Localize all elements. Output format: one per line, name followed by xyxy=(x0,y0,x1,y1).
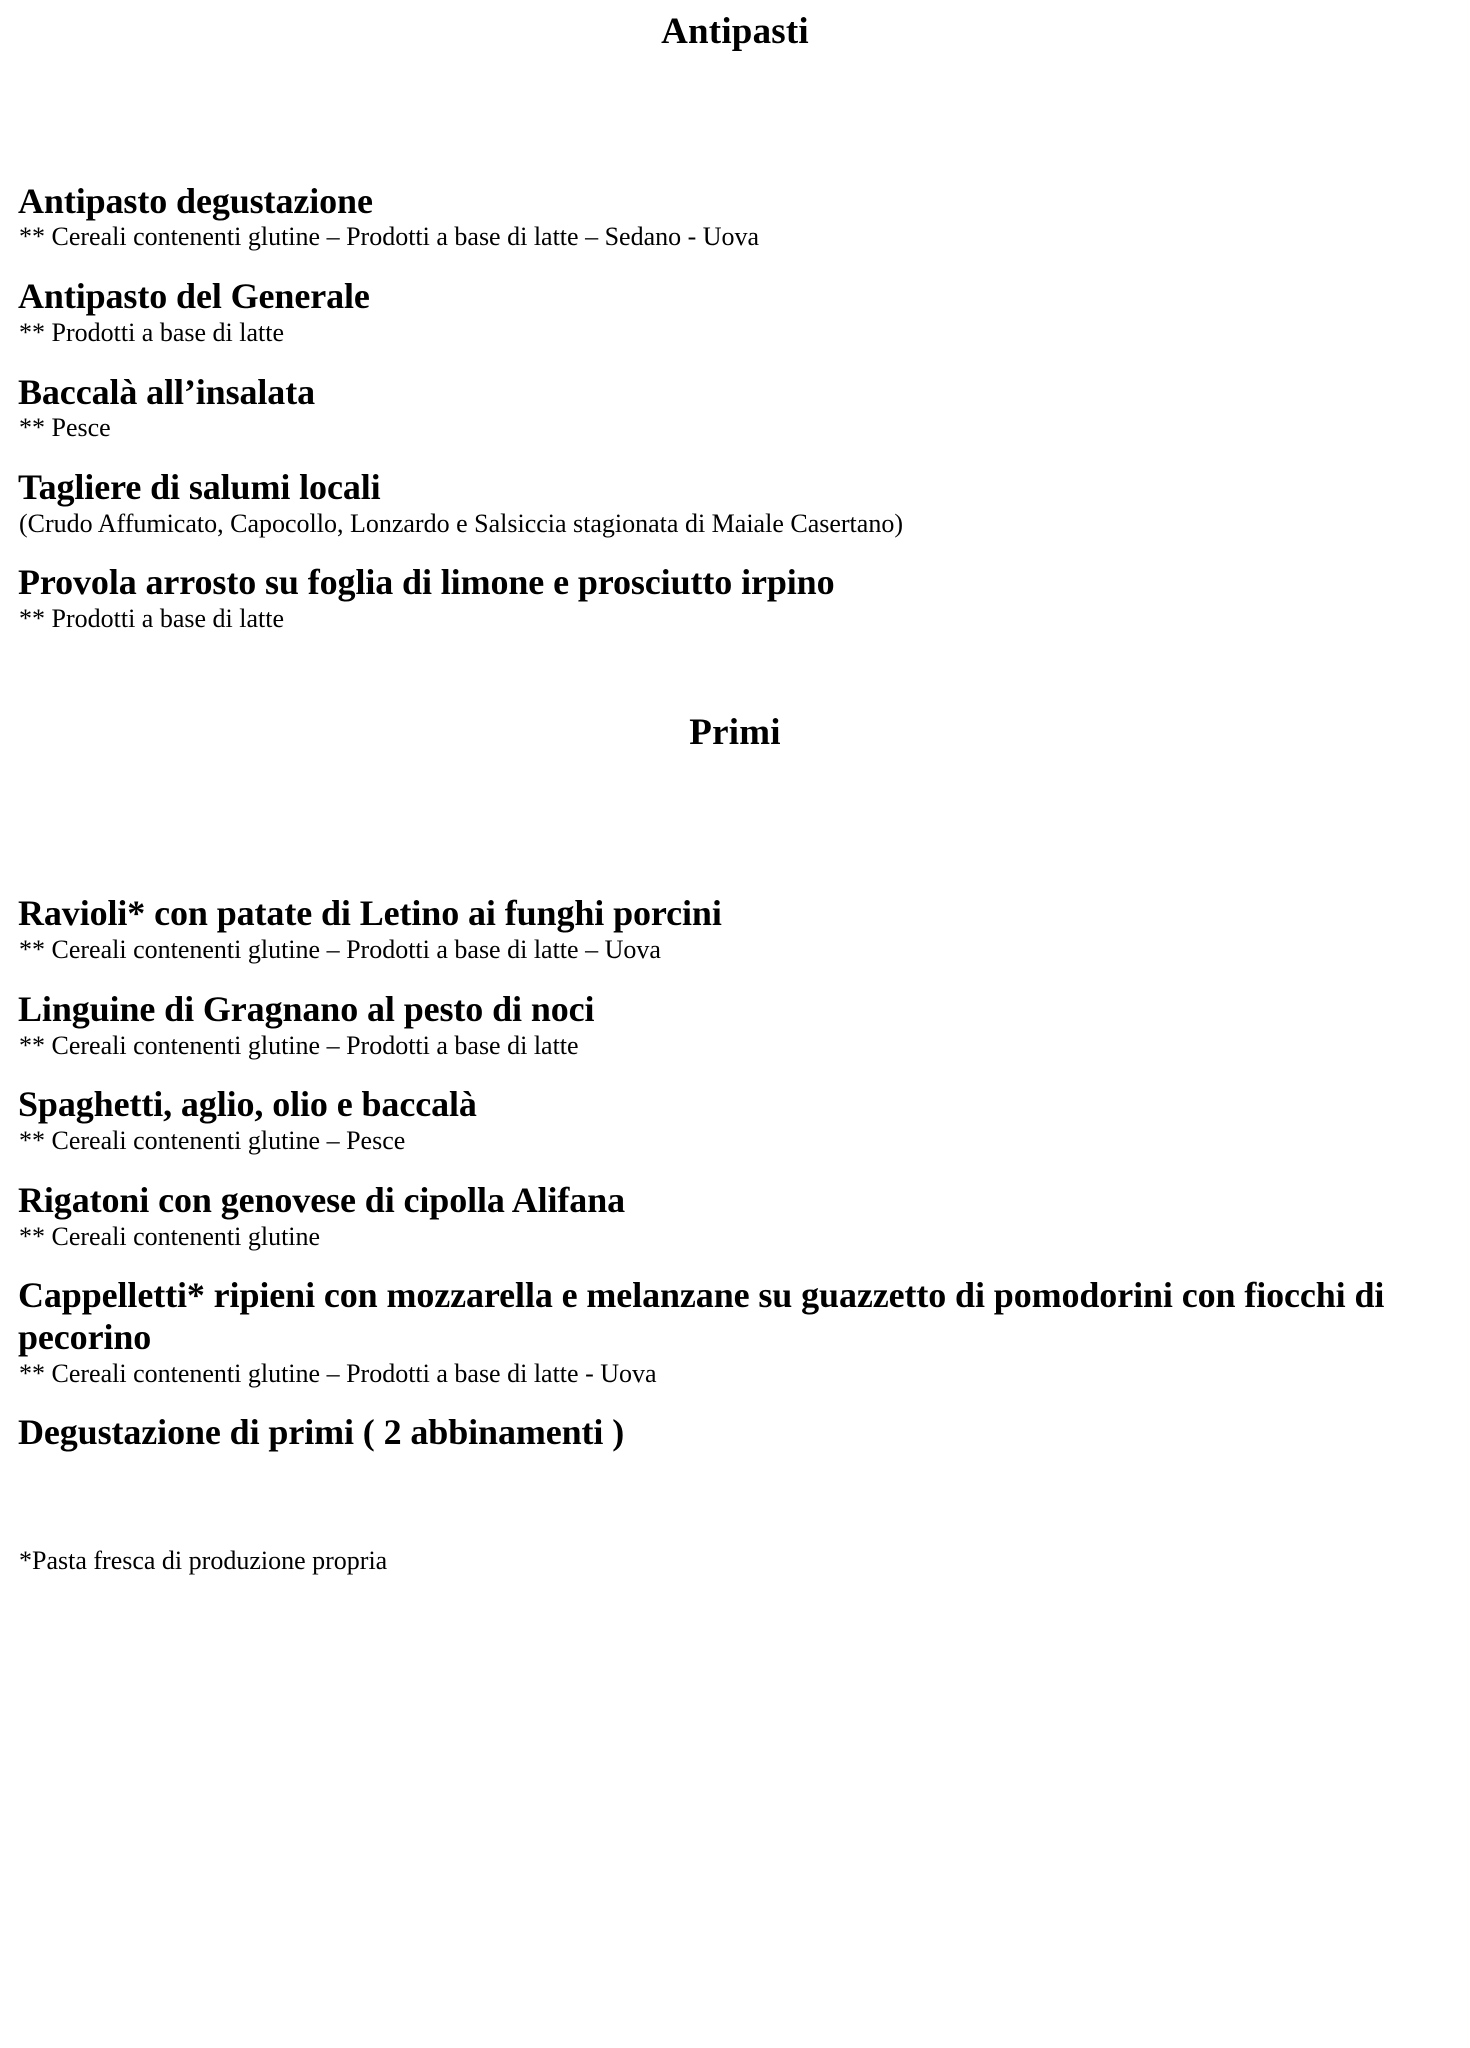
dish-name: Degustazione di primi ( 2 abbinamenti ) xyxy=(18,1412,625,1453)
dish-item xyxy=(18,181,1452,253)
spacer-before-primi-heading xyxy=(18,635,1452,711)
antipasti-dish-list xyxy=(18,181,1452,635)
dish-name: Cappelletti* ripieni con mozzarella e melanzane su guazzetto di pomodorini con fiocchi di pecorino xyxy=(18,1275,1394,1357)
dish-name: Rigatoni con genovese di cipolla Alifana xyxy=(18,1179,626,1220)
dish-name: Tagliere di salumi locali xyxy=(18,466,381,507)
spacer-before-footnote xyxy=(18,1454,1452,1546)
dish-item xyxy=(18,372,1452,444)
dish-name: Antipasto del Generale xyxy=(18,276,370,317)
dish-item xyxy=(18,893,1452,965)
dish-item xyxy=(18,1275,1452,1389)
dish-allergen-note: ** Cereali contenenti glutine – Prodotti a base di latte – Uova xyxy=(19,935,661,965)
dish-name: Linguine di Gragnano al pesto di noci xyxy=(18,988,595,1029)
primi-dish-list xyxy=(18,893,1452,1454)
dish-allergen-note: ** Cereali contenenti glutine – Prodotti a base di latte - Uova xyxy=(19,1358,657,1388)
dish-name: Spaghetti, aglio, olio e baccalà xyxy=(18,1084,477,1125)
dish-item xyxy=(18,276,1452,348)
spacer-after-antipasti-heading xyxy=(18,53,1452,181)
dish-item xyxy=(18,1180,1452,1252)
dish-description: (Crudo Affumicato, Capocollo, Lonzardo e Salsiccia stagionata di Maiale Casertano) xyxy=(19,508,903,538)
dish-name: Baccalà all’insalata xyxy=(18,371,315,412)
dish-name: Ravioli* con patate di Letino ai funghi porcini xyxy=(18,893,722,934)
dish-name: Antipasto degustazione xyxy=(18,180,373,221)
dish-item xyxy=(18,1084,1452,1156)
dish-item xyxy=(18,562,1452,634)
menu-footnote: *Pasta fresca di produzione propria xyxy=(19,1546,388,1576)
dish-allergen-note: ** Cereali contenenti glutine xyxy=(19,1221,321,1251)
dish-allergen-note: ** Cereali contenenti glutine – Pesce xyxy=(19,1126,406,1156)
dish-allergen-note: ** Cereali contenenti glutine – Prodotti a base di latte xyxy=(19,1030,579,1060)
spacer-after-primi-heading xyxy=(18,753,1452,893)
section-heading-antipasti: Antipasti xyxy=(661,11,809,52)
dish-name: Provola arrosto su foglia di limone e prosciutto irpino xyxy=(18,562,835,603)
dish-allergen-note: ** Cereali contenenti glutine – Prodotti a base di latte – Sedano - Uova xyxy=(19,222,760,252)
dish-item xyxy=(18,989,1452,1061)
section-heading-primi: Primi xyxy=(689,711,781,753)
dish-allergen-note: ** Prodotti a base di latte xyxy=(19,604,285,634)
dish-item xyxy=(18,467,1452,539)
dish-item xyxy=(18,1412,1452,1454)
dish-allergen-note: ** Pesce xyxy=(19,413,111,443)
dish-allergen-note: ** Prodotti a base di latte xyxy=(19,317,285,347)
